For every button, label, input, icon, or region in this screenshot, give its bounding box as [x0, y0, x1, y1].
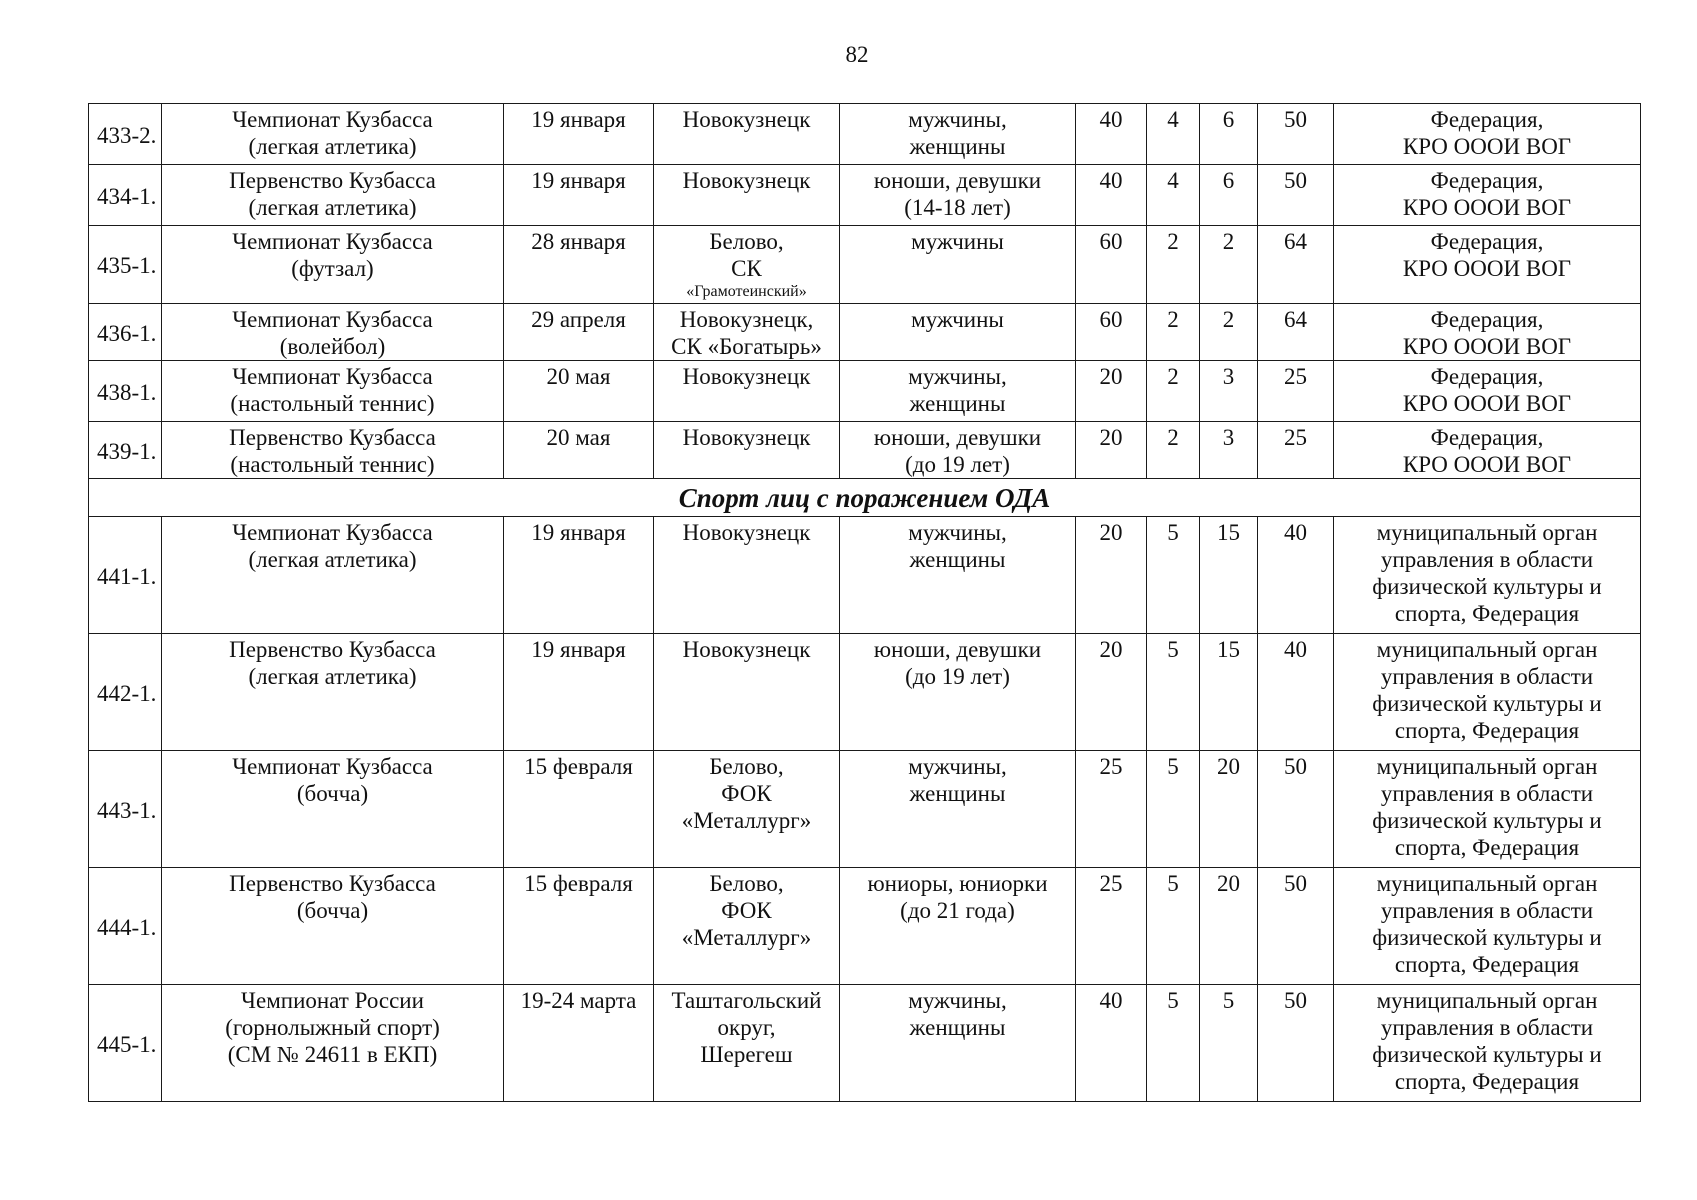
- participants-line: юноши, девушки: [873, 168, 1042, 193]
- place-cell: [654, 304, 840, 361]
- date-cell: 20 мая: [504, 422, 654, 479]
- participants-cell: [840, 165, 1076, 226]
- table-row: [89, 517, 1641, 634]
- page-number: 82: [845, 42, 869, 67]
- count-cell-2: 2: [1147, 361, 1200, 422]
- count-cell-2: 5: [1147, 634, 1200, 751]
- event-name-line: Чемпионат Кузбасса: [232, 307, 433, 332]
- row-number-cell: 439-1.: [89, 422, 162, 479]
- organizer-cell: [1334, 751, 1641, 868]
- event-name-line: Чемпионат России: [241, 988, 424, 1013]
- organizer-line: физической культуры и: [1372, 574, 1602, 599]
- count-cell-3: 2: [1200, 226, 1258, 304]
- count-cell-2: 4: [1147, 165, 1200, 226]
- row-number-cell: 442-1.: [89, 634, 162, 751]
- participants-line: женщины: [909, 547, 1006, 572]
- participants-line: (до 19 лет): [905, 452, 1010, 477]
- count-cell-3: 6: [1200, 104, 1258, 165]
- organizer-line: спорта, Федерация: [1394, 952, 1580, 977]
- organizer-cell: [1334, 226, 1641, 304]
- event-name-line: Чемпионат Кузбасса: [232, 107, 433, 132]
- row-number-cell: 445-1.: [89, 985, 162, 1102]
- place-line: Новокузнецк: [682, 425, 811, 450]
- count-cell-3: 20: [1200, 751, 1258, 868]
- count-cell-1: 25: [1076, 868, 1147, 985]
- participants-line: мужчины: [911, 229, 1004, 254]
- participants-cell: [840, 361, 1076, 422]
- participants-line: женщины: [909, 134, 1006, 159]
- event-name-line: (легкая атлетика): [248, 195, 417, 220]
- participants-line: (до 21 года): [900, 898, 1015, 923]
- event-name-cell: [162, 304, 504, 361]
- participants-cell: [840, 422, 1076, 479]
- place-line: Белово,: [709, 229, 784, 254]
- place-cell: [654, 226, 840, 304]
- participants-line: мужчины,: [908, 754, 1007, 779]
- organizer-line: КРО ОООИ ВОГ: [1402, 195, 1572, 220]
- participants-line: женщины: [909, 1015, 1006, 1040]
- place-line: Новокузнецк: [682, 364, 811, 389]
- table-row: [89, 985, 1641, 1102]
- event-name-cell: [162, 361, 504, 422]
- place-line: Новокузнецк: [682, 107, 811, 132]
- count-cell-3: 3: [1200, 422, 1258, 479]
- place-cell: [654, 104, 840, 165]
- count-cell-1: 25: [1076, 751, 1147, 868]
- count-cell-1: 60: [1076, 304, 1147, 361]
- participants-cell: [840, 226, 1076, 304]
- count-cell-total: 25: [1258, 361, 1334, 422]
- table-row: [89, 104, 1641, 165]
- participants-cell: [840, 517, 1076, 634]
- count-cell-3: 15: [1200, 634, 1258, 751]
- organizer-line: управления в области: [1380, 664, 1594, 689]
- count-cell-total: 50: [1258, 165, 1334, 226]
- event-name-line: Чемпионат Кузбасса: [232, 520, 433, 545]
- organizer-line: Федерация,: [1430, 168, 1544, 193]
- event-name-cell: [162, 226, 504, 304]
- event-name-line: (бочча): [296, 898, 369, 923]
- date-cell: 19 января: [504, 104, 654, 165]
- event-name-cell: [162, 634, 504, 751]
- organizer-cell: [1334, 304, 1641, 361]
- organizer-cell: [1334, 634, 1641, 751]
- section-header-row: [89, 479, 1641, 517]
- count-cell-total: 50: [1258, 985, 1334, 1102]
- count-cell-3: 6: [1200, 165, 1258, 226]
- participants-cell: [840, 751, 1076, 868]
- organizer-line: КРО ОООИ ВОГ: [1402, 256, 1572, 281]
- participants-line: (до 19 лет): [905, 664, 1010, 689]
- count-cell-total: 25: [1258, 422, 1334, 479]
- event-name-line: Первенство Кузбасса: [229, 425, 436, 450]
- organizer-cell: [1334, 104, 1641, 165]
- count-cell-3: 15: [1200, 517, 1258, 634]
- event-name-cell: [162, 517, 504, 634]
- participants-cell: [840, 104, 1076, 165]
- row-number-cell: 438-1.: [89, 361, 162, 422]
- table-body-bottom: [89, 517, 1641, 1102]
- organizer-line: муниципальный орган: [1376, 754, 1598, 779]
- count-cell-1: 20: [1076, 361, 1147, 422]
- participants-line: мужчины,: [908, 520, 1007, 545]
- organizer-line: муниципальный орган: [1376, 637, 1598, 662]
- event-name-cell: [162, 751, 504, 868]
- row-number-cell: 435-1.: [89, 226, 162, 304]
- count-cell-3: 3: [1200, 361, 1258, 422]
- place-cell: [654, 751, 840, 868]
- count-cell-2: 2: [1147, 226, 1200, 304]
- place-line-small: «Грамотеинский»: [686, 283, 807, 300]
- participants-line: мужчины,: [908, 107, 1007, 132]
- organizer-line: муниципальный орган: [1376, 871, 1598, 896]
- organizer-line: спорта, Федерация: [1394, 1069, 1580, 1094]
- event-name-line: Чемпионат Кузбасса: [232, 364, 433, 389]
- count-cell-total: 40: [1258, 517, 1334, 634]
- table-row: [89, 226, 1641, 304]
- row-number-cell: 433-2.: [89, 104, 162, 165]
- organizer-cell: [1334, 985, 1641, 1102]
- event-name-line: (настольный теннис): [230, 452, 435, 477]
- event-name-cell: [162, 104, 504, 165]
- place-line: Белово,: [709, 754, 784, 779]
- event-name-cell: [162, 422, 504, 479]
- organizer-line: КРО ОООИ ВОГ: [1402, 334, 1572, 359]
- event-name-line: (легкая атлетика): [248, 664, 417, 689]
- organizer-cell: [1334, 361, 1641, 422]
- place-cell: [654, 165, 840, 226]
- participants-cell: [840, 868, 1076, 985]
- count-cell-1: 40: [1076, 104, 1147, 165]
- count-cell-total: 64: [1258, 226, 1334, 304]
- count-cell-1: 20: [1076, 517, 1147, 634]
- event-name-cell: [162, 985, 504, 1102]
- count-cell-2: 5: [1147, 751, 1200, 868]
- event-name-line: Первенство Кузбасса: [229, 637, 436, 662]
- organizer-line: Федерация,: [1430, 364, 1544, 389]
- participants-line: мужчины: [911, 307, 1004, 332]
- event-name-cell: [162, 868, 504, 985]
- row-number-cell: 436-1.: [89, 304, 162, 361]
- table-row: [89, 422, 1641, 479]
- organizer-line: Федерация,: [1430, 425, 1544, 450]
- event-name-line: (горнолыжный спорт): [225, 1015, 440, 1040]
- organizer-line: управления в области: [1380, 547, 1594, 572]
- event-name-line: Чемпионат Кузбасса: [232, 754, 433, 779]
- table-row: [89, 165, 1641, 226]
- organizer-line: спорта, Федерация: [1394, 718, 1580, 743]
- event-name-cell: [162, 165, 504, 226]
- organizer-line: физической культуры и: [1372, 1042, 1602, 1067]
- place-cell: [654, 868, 840, 985]
- event-name-line: (настольный теннис): [230, 391, 435, 416]
- count-cell-1: 60: [1076, 226, 1147, 304]
- place-line: округ,: [717, 1015, 776, 1040]
- count-cell-total: 50: [1258, 868, 1334, 985]
- count-cell-1: 40: [1076, 985, 1147, 1102]
- section-header-group: [89, 479, 1641, 517]
- count-cell-total: 50: [1258, 104, 1334, 165]
- event-name-line: (СМ № 24611 в ЕКП): [227, 1042, 438, 1067]
- participants-line: юниоры, юниорки: [867, 871, 1048, 896]
- place-cell: [654, 634, 840, 751]
- event-name-line: (легкая атлетика): [248, 134, 417, 159]
- date-cell: 19 января: [504, 517, 654, 634]
- participants-line: (14-18 лет): [904, 195, 1011, 220]
- organizer-line: физической культуры и: [1372, 808, 1602, 833]
- date-cell: 19 января: [504, 634, 654, 751]
- count-cell-2: 4: [1147, 104, 1200, 165]
- date-cell: 15 февраля: [504, 868, 654, 985]
- place-line: Таштагольский: [671, 988, 822, 1013]
- table-row: [89, 634, 1641, 751]
- organizer-cell: [1334, 165, 1641, 226]
- place-line: «Металлург»: [681, 925, 812, 950]
- table-row: [89, 361, 1641, 422]
- organizer-line: спорта, Федерация: [1394, 601, 1580, 626]
- participants-line: женщины: [909, 391, 1006, 416]
- organizer-line: Федерация,: [1430, 307, 1544, 332]
- place-line: Новокузнецк: [682, 168, 811, 193]
- place-line: СК «Богатырь»: [671, 334, 822, 359]
- count-cell-3: 2: [1200, 304, 1258, 361]
- event-name-line: (футзал): [291, 256, 374, 281]
- organizer-line: физической культуры и: [1372, 925, 1602, 950]
- count-cell-total: 50: [1258, 751, 1334, 868]
- date-cell: 20 мая: [504, 361, 654, 422]
- date-cell: 29 апреля: [504, 304, 654, 361]
- participants-line: юноши, девушки: [873, 637, 1042, 662]
- organizer-line: Федерация,: [1430, 107, 1544, 132]
- organizer-line: КРО ОООИ ВОГ: [1402, 134, 1572, 159]
- organizer-line: муниципальный орган: [1376, 988, 1598, 1013]
- table-row: [89, 304, 1641, 361]
- row-number-cell: 443-1.: [89, 751, 162, 868]
- place-line: Белово,: [709, 871, 784, 896]
- count-cell-2: 5: [1147, 868, 1200, 985]
- participants-line: мужчины,: [908, 988, 1007, 1013]
- place-cell: [654, 517, 840, 634]
- place-line: СК: [731, 256, 762, 281]
- place-line: ФОК: [721, 898, 772, 923]
- place-cell: [654, 361, 840, 422]
- place-line: Новокузнецк: [682, 637, 811, 662]
- count-cell-1: 40: [1076, 165, 1147, 226]
- organizer-cell: [1334, 868, 1641, 985]
- participants-cell: [840, 304, 1076, 361]
- place-line: Новокузнецк: [682, 520, 811, 545]
- participants-cell: [840, 634, 1076, 751]
- section-title: Спорт лиц с поражением ОДА: [89, 479, 1641, 517]
- place-line: Новокузнецк,: [679, 307, 814, 332]
- organizer-line: физической культуры и: [1372, 691, 1602, 716]
- participants-cell: [840, 985, 1076, 1102]
- count-cell-2: 5: [1147, 517, 1200, 634]
- event-name-line: Чемпионат Кузбасса: [232, 229, 433, 254]
- events-table: [88, 103, 1641, 1102]
- event-name-line: (волейбол): [279, 334, 386, 359]
- count-cell-3: 20: [1200, 868, 1258, 985]
- place-line: «Металлург»: [681, 808, 812, 833]
- organizer-line: спорта, Федерация: [1394, 835, 1580, 860]
- count-cell-1: 20: [1076, 634, 1147, 751]
- place-line: ФОК: [721, 781, 772, 806]
- count-cell-total: 64: [1258, 304, 1334, 361]
- participants-line: женщины: [909, 781, 1006, 806]
- participants-line: мужчины,: [908, 364, 1007, 389]
- organizer-line: Федерация,: [1430, 229, 1544, 254]
- date-cell: 19-24 марта: [504, 985, 654, 1102]
- place-line: Шерегеш: [700, 1042, 793, 1067]
- organizer-line: КРО ОООИ ВОГ: [1402, 391, 1572, 416]
- organizer-cell: [1334, 422, 1641, 479]
- organizer-line: управления в области: [1380, 898, 1594, 923]
- participants-line: юноши, девушки: [873, 425, 1042, 450]
- date-cell: 15 февраля: [504, 751, 654, 868]
- table-body-top: [89, 104, 1641, 479]
- event-name-line: Первенство Кузбасса: [229, 168, 436, 193]
- event-name-line: (легкая атлетика): [248, 547, 417, 572]
- organizer-line: муниципальный орган: [1376, 520, 1598, 545]
- count-cell-2: 5: [1147, 985, 1200, 1102]
- row-number-cell: 434-1.: [89, 165, 162, 226]
- count-cell-1: 20: [1076, 422, 1147, 479]
- table-row: [89, 751, 1641, 868]
- organizer-line: КРО ОООИ ВОГ: [1402, 452, 1572, 477]
- count-cell-3: 5: [1200, 985, 1258, 1102]
- date-cell: 28 января: [504, 226, 654, 304]
- organizer-cell: [1334, 517, 1641, 634]
- organizer-line: управления в области: [1380, 781, 1594, 806]
- table-row: [89, 868, 1641, 985]
- row-number-cell: 444-1.: [89, 868, 162, 985]
- date-cell: 19 января: [504, 165, 654, 226]
- count-cell-total: 40: [1258, 634, 1334, 751]
- count-cell-2: 2: [1147, 422, 1200, 479]
- event-name-line: (бочча): [296, 781, 369, 806]
- organizer-line: управления в области: [1380, 1015, 1594, 1040]
- event-name-line: Первенство Кузбасса: [229, 871, 436, 896]
- place-cell: [654, 422, 840, 479]
- row-number-cell: 441-1.: [89, 517, 162, 634]
- place-cell: [654, 985, 840, 1102]
- count-cell-2: 2: [1147, 304, 1200, 361]
